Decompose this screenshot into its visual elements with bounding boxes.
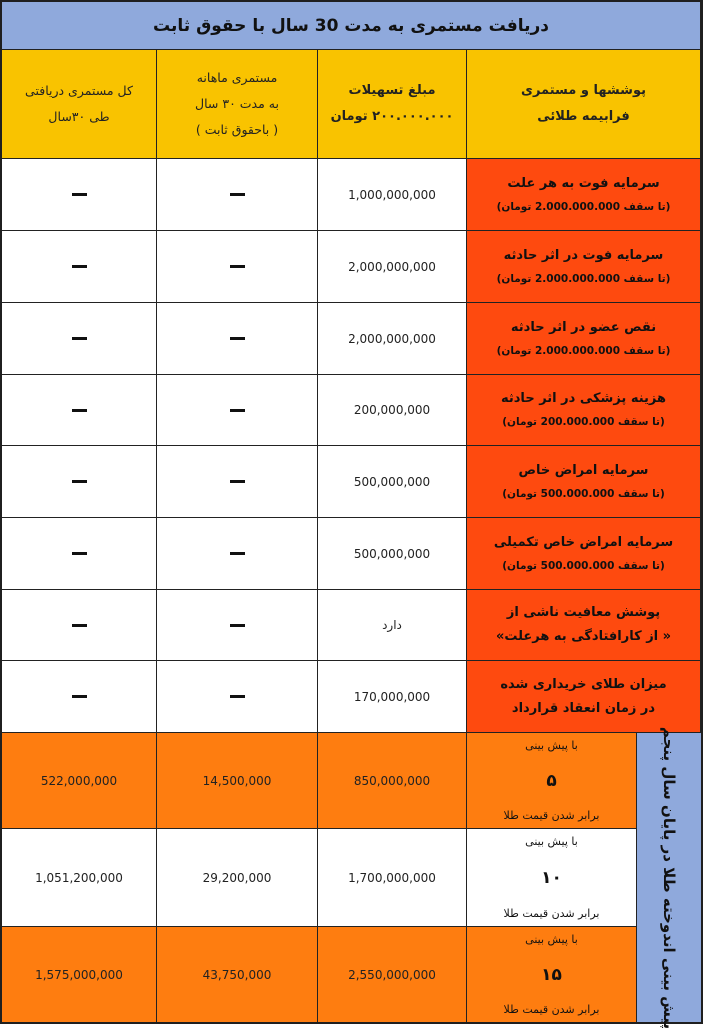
total-cell — [2, 303, 157, 375]
monthly-cell — [157, 303, 318, 375]
total-cell — [2, 590, 157, 661]
header-coverage: پوششها و مستمری فرابیمه طلائی — [467, 50, 701, 159]
total-cell — [2, 446, 157, 518]
dash-icon — [230, 409, 245, 412]
monthly-cell — [157, 446, 318, 518]
amount-cell: 500,000,000 — [318, 518, 467, 590]
header-monthly: مستمری ماهانه به مدت ۳۰ سال ( باحقوق ثابت ) — [157, 50, 318, 159]
header-loan: مبلغ تسهیلات ۲۰۰.۰۰۰.۰۰۰ تومان — [318, 50, 467, 159]
dash-icon — [230, 193, 245, 196]
coverage-cell: سرمایه فوت به هر علت (تا سقف 2.000.000.000 تومان) — [467, 159, 701, 231]
pred-label-cell: با پیش بینی ۵ برابر شدن قیمت طلا — [467, 733, 637, 829]
amount-cell: 2,000,000,000 — [318, 303, 467, 375]
coverage-cell: سرمایه امراض خاص تکمیلی (تا سقف 500.000.000 تومان) — [467, 518, 701, 590]
amount-cell: 1,000,000,000 — [318, 159, 467, 231]
header-total: کل مستمری دریافتی طی ۳۰سال — [2, 50, 157, 159]
dash-icon — [230, 265, 245, 268]
amount-cell: 2,000,000,000 — [318, 231, 467, 303]
dash-icon — [230, 624, 245, 627]
total-cell — [2, 518, 157, 590]
dash-icon — [72, 265, 87, 268]
monthly-cell — [157, 375, 318, 446]
dash-icon — [72, 695, 87, 698]
pred-loan-cell: 850,000,000 — [318, 733, 467, 829]
dash-icon — [230, 337, 245, 340]
monthly-cell — [157, 159, 318, 231]
pred-monthly-cell: 43,750,000 — [157, 927, 318, 1022]
coverage-cell: هزینه پزشکی در اثر حادثه (تا سقف 200.000.000 تومان) — [467, 375, 701, 446]
pred-total-cell: 1,575,000,000 — [2, 927, 157, 1022]
amount-cell: 200,000,000 — [318, 375, 467, 446]
pred-monthly-cell: 14,500,000 — [157, 733, 318, 829]
dash-icon — [230, 552, 245, 555]
dash-icon — [72, 624, 87, 627]
pred-label-cell: با پیش بینی ۱۰ برابر شدن قیمت طلا — [467, 829, 637, 927]
total-cell — [2, 231, 157, 303]
total-cell — [2, 375, 157, 446]
monthly-cell — [157, 590, 318, 661]
total-cell — [2, 661, 157, 733]
amount-cell: 170,000,000 — [318, 661, 467, 733]
coverage-cell: سرمایه امراض خاص (تا سقف 500.000.000 تومان) — [467, 446, 701, 518]
amount-cell: دارد — [318, 590, 467, 661]
monthly-cell — [157, 661, 318, 733]
pred-label-cell: با پیش بینی ۱۵ برابر شدن قیمت طلا — [467, 927, 637, 1022]
dash-icon — [72, 552, 87, 555]
pred-total-cell: 522,000,000 — [2, 733, 157, 829]
pred-total-cell: 1,051,200,000 — [2, 829, 157, 927]
pred-loan-cell: 1,700,000,000 — [318, 829, 467, 927]
side-label: پیش بینی اندوخته طلا در پایان سال پنجم — [660, 726, 678, 1029]
dash-icon — [72, 409, 87, 412]
pred-loan-cell: 2,550,000,000 — [318, 927, 467, 1022]
coverage-cell: میزان طلای خریداری شده در زمان انعقاد قرارداد — [467, 661, 701, 733]
total-cell — [2, 159, 157, 231]
coverage-cell: پوشش معافیت ناشی از « از کارافتادگی به هرعلت» — [467, 590, 701, 661]
dash-icon — [230, 695, 245, 698]
coverage-cell: سرمایه فوت در اثر حادثه (تا سقف 2.000.000.000 تومان) — [467, 231, 701, 303]
amount-cell: 500,000,000 — [318, 446, 467, 518]
dash-icon — [72, 480, 87, 483]
dash-icon — [72, 193, 87, 196]
coverage-cell: نقص عضو در اثر حادثه (تا سقف 2.000.000.000 تومان) — [467, 303, 701, 375]
monthly-cell — [157, 231, 318, 303]
dash-icon — [72, 337, 87, 340]
table-title: دریافت مستمری به مدت 30 سال با حقوق ثابت — [2, 2, 701, 50]
dash-icon — [230, 480, 245, 483]
monthly-cell — [157, 518, 318, 590]
side-label-cell — [637, 726, 701, 1029]
pred-monthly-cell: 29,200,000 — [157, 829, 318, 927]
